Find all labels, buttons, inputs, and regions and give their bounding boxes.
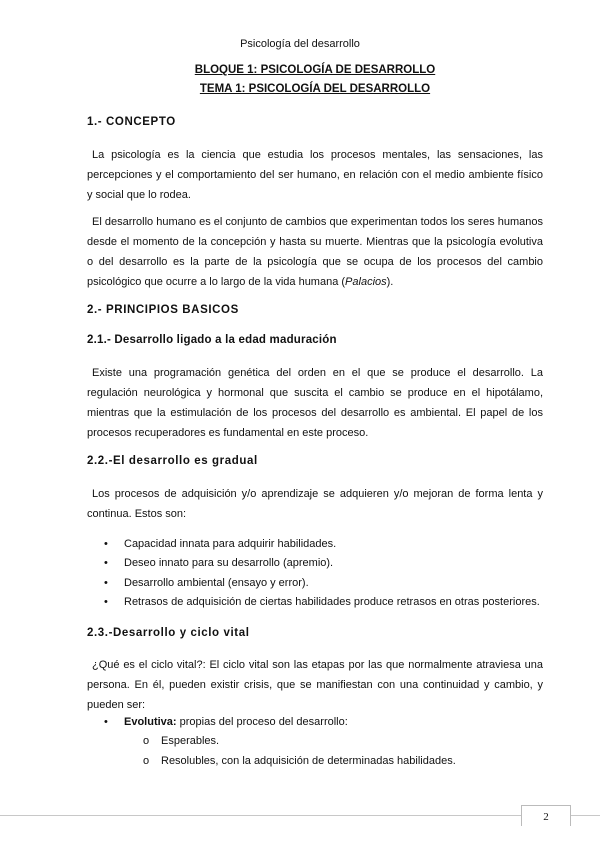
paragraph-psicologia: La psicología es la ciencia que estudia los procesos mentales, las sensaciones, las percepciones y el comportamiento del ser humano, en relación con el medio ambiente físico y social que lo rodea. [87, 149, 543, 201]
footer-rule [0, 815, 600, 816]
paragraph-desarrollo-text: El desarrollo humano es el conjunto de cambios que experimentan todos los seres humanos desde el momento de la concepción y hasta su muerte. Mientras que la psicología evolutiva o del desarrollo es la parte de la psicología que se ocupa de los procesos del cambio psicológico que ocurre a lo largo de la vida humana ( [87, 216, 543, 288]
heading-ciclo-vital: 2.3.-Desarrollo y ciclo vital [87, 627, 250, 639]
list-item [104, 577, 309, 589]
block-title: BLOQUE 1: PSICOLOGÍA DE DESARROLLO [194, 64, 436, 76]
sub-list-item-text: Resolubles, con la adquisición de determinadas habilidades. [161, 755, 456, 767]
circle-bullet-icon: o [143, 755, 150, 767]
list-item [104, 538, 336, 550]
list-item-text: Deseo innato para su desarrollo (apremio). [124, 557, 334, 569]
list-item-text: propias del proceso del desarrollo: [176, 716, 348, 728]
list-item-term: Evolutiva: [124, 716, 177, 728]
page-number: 2 [521, 805, 571, 826]
citation-palacios: Palacios [345, 276, 387, 288]
list-item-text: Capacidad innata para adquirir habilidades. [124, 538, 337, 550]
sub-list-item [143, 755, 456, 767]
list-item-text: Retrasos de adquisición de ciertas habilidades produce retrasos en otras posteriores. [124, 596, 540, 608]
heading-principios: 2.- PRINCIPIOS BASICOS [87, 304, 239, 316]
paragraph-gradual: Los procesos de adquisición y/o aprendizaje se adquieren y/o mejoran de forma lenta y continua. Estos son: [87, 488, 543, 520]
circle-bullet-icon: o [143, 735, 150, 747]
list-item-text: Desarrollo ambiental (ensayo y error). [124, 577, 309, 589]
list-item [104, 557, 333, 569]
bullet-icon: • [104, 538, 108, 550]
list-item [104, 596, 540, 608]
bullet-icon: • [104, 596, 108, 608]
sub-list-item [143, 735, 219, 747]
running-header: Psicología del desarrollo [240, 38, 360, 50]
paragraph-desarrollo-humano [87, 212, 543, 292]
list-item-evolutiva [104, 716, 348, 728]
paragraph-maduracion: Existe una programación genética del orden en el que se produce el desarrollo. La regulación neurológica y hormonal que suscita el cambio se produce en el hipotálamo, mientras que la estimulación de los procesos del desarrollo es ambiental. El papel de los procesos recuperadores es fundamental en este proceso. [87, 367, 543, 439]
bullet-icon: • [104, 577, 108, 589]
paragraph-ciclo-vital: ¿Qué es el ciclo vital?: El ciclo vital son las etapas por las que normalmente atraviesa una persona. En él, pueden existir crisis, que se manifiestan con una continuidad y cambio, y pueden ser: [87, 659, 543, 711]
heading-concepto: 1.- CONCEPTO [87, 116, 176, 128]
paragraph-desarrollo-end: ). [386, 276, 394, 288]
topic-title: TEMA 1: PSICOLOGÍA DEL DESARROLLO [199, 83, 431, 95]
bullet-icon: • [104, 716, 108, 728]
heading-maduracion: 2.1.- Desarrollo ligado a la edad maduración [87, 334, 337, 346]
bullet-icon: • [104, 557, 108, 569]
heading-gradual: 2.2.-El desarrollo es gradual [87, 455, 258, 467]
sub-list-item-text: Esperables. [161, 735, 220, 747]
